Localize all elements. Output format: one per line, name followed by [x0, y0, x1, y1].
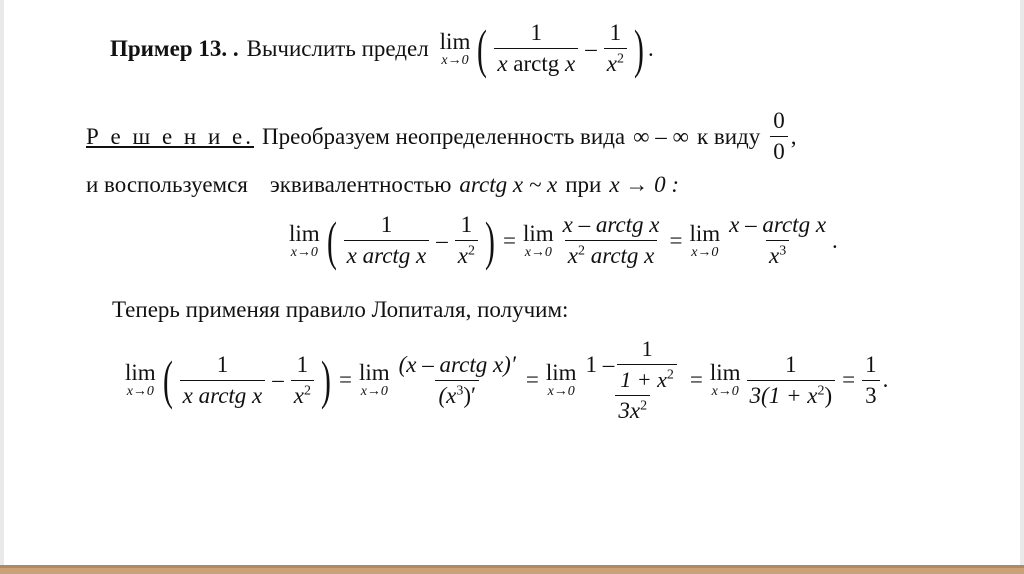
eq2-frac-2: $\frac{1}{x^2}$: [291, 352, 314, 409]
example-fraction-2: $\frac{1}{x^2}$: [604, 20, 627, 77]
eq2-frac-4: 1 – $\frac{1}{1 + x^2}$ $3x^2$: [583, 336, 683, 424]
eq1-frac-3: $\frac{\text{x – arctg x}}{x^2 arctg x}$: [562, 212, 660, 268]
equation-2: lim x→0 ( $\frac{1}{\text{x arctg x}}$ – $\frac{1}{x^2}$ ) = lim x→0 $\frac{\text{(x – arctg x)′}}{(x^3)'}$ = lim x→0 1 – $\frac{1}{1 + x^2}$ $3x^2$ = lim x→0 $\frac{1}{3(1 + x^2)}$ = $\frac{1}{3}$ .: [125, 336, 889, 423]
equivalence-expr: arctg x ~ x: [459, 172, 558, 197]
left-paren: (: [477, 18, 488, 79]
eq2-frac-1: $\frac{1}{\text{x arctg x}}$: [180, 352, 266, 409]
equivalence-when: при: [565, 172, 602, 197]
bottom-accent-line: [0, 565, 1024, 568]
lopital-line: [112, 297, 568, 323]
eq1-frac-4: $\frac{\text{x – arctg x}}{x^3}$: [729, 212, 827, 268]
eq1-frac-1: $\frac{1}{\text{x arctg x}}$: [344, 212, 430, 269]
example-fraction-1: $\frac{1}{\text{x arctg x}}$: [494, 20, 578, 77]
right-frame-border: [1020, 0, 1024, 574]
zero-over-zero: $\frac{0}{0}$: [770, 108, 788, 165]
equation-1: lim x→0 ( $\frac{1}{\text{x arctg x}}$ – $\frac{1}{x^2}$ ) = lim x→0 $\frac{\text{x – arctg x}}{x^2 arctg x}$ = lim x→0 $\frac{\text{x – arctg x}}{x^3}$ .: [289, 210, 838, 271]
eq1-frac-2: $\frac{1}{x^2}$: [455, 212, 478, 269]
inf-minus-inf: ∞ – ∞: [633, 123, 689, 149]
eq2-inner-fraction: $\frac{1}{1 + x^2}$: [617, 336, 677, 393]
bottom-accent-bar: [0, 565, 1024, 574]
example-limit: lim x→0: [439, 28, 471, 68]
left-frame-border: [0, 0, 4, 574]
equivalence-intro: и воспользуемся: [86, 172, 248, 197]
eq2-frac-5: $\frac{1}{3(1 + x^2)}$: [747, 352, 836, 409]
solution-label: Р е ш е н и е.: [86, 123, 254, 149]
equivalence-word: эквивалентностью: [269, 172, 452, 197]
example-text: Вычислить предел: [246, 35, 429, 61]
equivalence-cond: x → 0 :: [609, 172, 679, 197]
example-line: Пример 13. . Вычислить предел lim x→0 ( $\frac{1}{\text{x arctg x}}$ – $\frac{1}{x^2}$ ) .: [110, 18, 654, 79]
to-form-text: к виду: [696, 123, 761, 149]
solution-text: Преобразуем неопределенность вида: [262, 123, 626, 149]
eq2-frac-6: $\frac{1}{3}$: [862, 352, 880, 409]
equivalence-line: [86, 172, 679, 198]
example-label: Пример 13. .: [110, 35, 239, 61]
right-paren: ): [633, 18, 644, 79]
lopital-text: Теперь применяя правило Лопиталя, получим:: [112, 297, 569, 322]
solution-line: Р е ш е н и е. Преобразуем неопределенность вида ∞ – ∞ к виду $\frac{0}{0}$ ,: [86, 108, 797, 164]
eq2-frac-3: $\frac{\text{(x – arctg x)′}}{(x^3)'}$: [398, 351, 516, 408]
